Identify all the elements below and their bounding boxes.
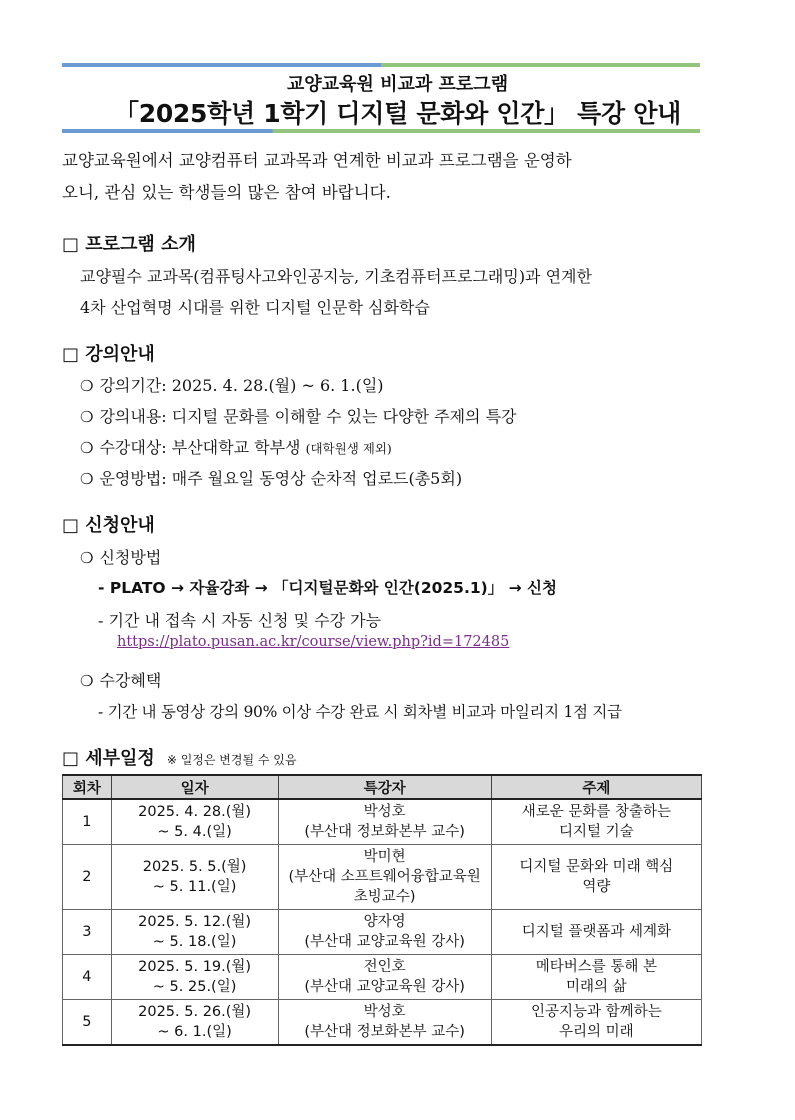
- session-speaker: [278, 955, 491, 1000]
- apply-method-label: [80, 545, 161, 568]
- session-date: [111, 910, 278, 955]
- column-header: 일자: [111, 775, 278, 799]
- header-bottom-bar: [62, 129, 700, 133]
- session-number: 5: [63, 1000, 112, 1046]
- session-date-start: 2025. 5. 12.(월): [138, 914, 252, 930]
- lecture-target: [80, 435, 392, 458]
- apply-benefit-label: [80, 668, 161, 691]
- intro-line-1: 교양교육원에서 교양컴퓨터 교과목과 연계한 비교과 프로그램을 운영하: [62, 151, 572, 170]
- table-row: [63, 910, 702, 955]
- header-top-bar: [62, 63, 700, 67]
- session-number: 3: [63, 910, 112, 955]
- section-heading-schedule: [62, 744, 296, 770]
- schedule-note: ※ 일정은 변경될 수 있음: [166, 753, 297, 767]
- session-date-end: ~ 5. 4.(일): [157, 824, 232, 840]
- intro-paragraph: [62, 145, 707, 209]
- speaker-org: (부산대 정보화본부 교수): [304, 824, 465, 840]
- circle-bullet-icon: ❍: [80, 408, 94, 426]
- topic-line-1: 디지털 플랫폼과 세계화: [521, 924, 672, 940]
- section-heading-apply: □ 신청안내: [62, 515, 155, 536]
- apply-benefit-label-text: 수강혜택: [99, 671, 162, 690]
- lecture-period: [80, 373, 384, 396]
- topic-line-2: 디지털 기술: [559, 824, 634, 840]
- plato-course-link[interactable]: https://plato.pusan.ac.kr/course/view.php?id=172485: [117, 634, 510, 650]
- speaker-name: 박성호: [363, 804, 406, 820]
- session-topic: [491, 845, 701, 910]
- topic-line-2: 우리의 미래: [559, 1024, 634, 1040]
- topic-line-1: 새로운 문화를 창출하는: [521, 804, 672, 820]
- schedule-table: [62, 774, 702, 1046]
- session-date: [111, 845, 278, 910]
- lecture-target-note: (대학원생 제외): [305, 441, 392, 456]
- session-speaker: [278, 910, 491, 955]
- topic-line-2: 역량: [582, 879, 611, 895]
- session-date-start: 2025. 5. 5.(월): [142, 859, 247, 875]
- session-date: [111, 799, 278, 845]
- circle-bullet-icon: ❍: [80, 470, 94, 488]
- circle-bullet-icon: ❍: [80, 549, 94, 567]
- speaker-name: 양자영: [363, 914, 406, 930]
- session-number: 1: [63, 799, 112, 845]
- session-date-start: 2025. 4. 28.(월): [138, 804, 252, 820]
- table-row: [63, 799, 702, 845]
- session-date-end: ~ 5. 25.(일): [152, 979, 237, 995]
- apply-method-label-text: 신청방법: [99, 548, 162, 567]
- lecture-content: [80, 404, 516, 427]
- table-row: [63, 845, 702, 910]
- session-date-end: ~ 5. 18.(일): [152, 934, 237, 950]
- schedule-heading-text: □ 세부일정: [62, 748, 155, 769]
- session-topic: [491, 1000, 701, 1046]
- page-title: 「2025학년 1학기 디지털 문화와 인간」 특강 안내: [114, 99, 681, 128]
- speaker-org: (부산대 교양교육원 강사): [304, 979, 465, 995]
- session-date-start: 2025. 5. 19.(월): [138, 959, 252, 975]
- speaker-name: 전인호: [363, 959, 406, 975]
- topic-line-1: 메타버스를 통해 본: [535, 959, 658, 975]
- session-number: 2: [63, 845, 112, 910]
- section-heading-lecture: □ 강의안내: [62, 344, 155, 365]
- column-header: 특강자: [278, 775, 491, 799]
- speaker-name: 박미현: [363, 849, 406, 865]
- speaker-org: (부산대 정보화본부 교수): [304, 1024, 465, 1040]
- session-topic: [491, 799, 701, 845]
- column-header: 주제: [491, 775, 701, 799]
- session-date-end: ~ 6. 1.(일): [157, 1024, 232, 1040]
- session-speaker: [278, 1000, 491, 1046]
- session-date: [111, 955, 278, 1000]
- table-row: [63, 955, 702, 1000]
- table-row: [63, 1000, 702, 1046]
- session-date-start: 2025. 5. 26.(월): [138, 1004, 252, 1020]
- program-line-2: 4차 산업혁명 시대를 위한 디지털 인문학 심화학습: [80, 298, 430, 317]
- lecture-content-text: 강의내용: 디지털 문화를 이해할 수 있는 다양한 주제의 특강: [99, 407, 517, 426]
- topic-line-1: 디지털 문화와 미래 핵심: [519, 859, 674, 875]
- speaker-name: 박성호: [363, 1004, 406, 1020]
- column-header: 회차: [63, 775, 112, 799]
- speaker-org: (부산대 교양교육원 강사): [304, 934, 465, 950]
- circle-bullet-icon: ❍: [80, 672, 94, 690]
- session-date-end: ~ 5. 11.(일): [152, 879, 237, 895]
- circle-bullet-icon: ❍: [80, 377, 94, 395]
- lecture-method-text: 운영방법: 매주 월요일 동영상 순차적 업로드(총5회): [99, 469, 463, 488]
- lecture-period-text: 강의기간: 2025. 4. 28.(월) ~ 6. 1.(일): [99, 376, 384, 395]
- program-line-1: 교양필수 교과목(컴퓨팅사고와인공지능, 기초컴퓨터프로그래밍)과 연계한: [80, 267, 592, 286]
- speaker-org: (부산대 소프트웨어융합교육원 초빙교수): [288, 869, 481, 905]
- lecture-method: [80, 466, 462, 489]
- session-topic: [491, 955, 701, 1000]
- session-number: 4: [63, 955, 112, 1000]
- section-heading-program: □ 프로그램 소개: [62, 234, 196, 255]
- apply-path: - PLATO → 자율강좌 → 「디지털문화와 인간(2025.1)」 → 신청: [98, 579, 557, 597]
- intro-line-2: 오니, 관심 있는 학생들의 많은 참여 바랍니다.: [62, 183, 391, 202]
- table-header-row: [63, 775, 702, 799]
- session-speaker: [278, 845, 491, 910]
- session-date: [111, 1000, 278, 1046]
- apply-auto: - 기간 내 접속 시 자동 신청 및 수강 가능: [98, 611, 382, 630]
- circle-bullet-icon: ❍: [80, 439, 94, 457]
- page-subtitle: 교양교육원 비교과 프로그램: [286, 74, 509, 95]
- topic-line-1: 인공지능과 함께하는: [531, 1004, 662, 1020]
- topic-line-2: 미래의 삶: [566, 979, 627, 995]
- session-speaker: [278, 799, 491, 845]
- lecture-target-text: 수강대상: 부산대학교 학부생: [99, 438, 301, 457]
- session-topic: [491, 910, 701, 955]
- apply-benefit: - 기간 내 동영상 강의 90% 이상 수강 완료 시 회차별 비교과 마일리지 1점 지급: [98, 703, 622, 721]
